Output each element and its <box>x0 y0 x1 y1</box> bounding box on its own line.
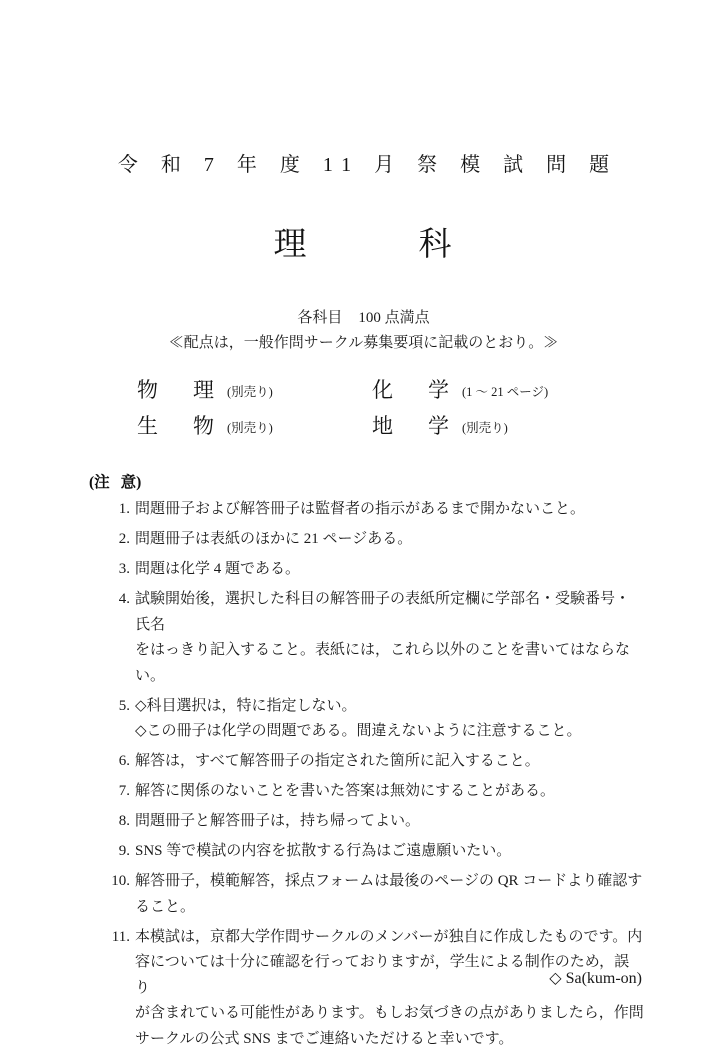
note-number: 2. <box>118 531 130 547</box>
note-number: 4. <box>118 591 130 607</box>
note-text <box>130 839 644 865</box>
note-item <box>99 749 644 775</box>
note-text <box>130 749 644 775</box>
subject-heading-right: 科 <box>418 227 454 263</box>
note-item <box>99 839 644 865</box>
subject-name-chemistry: 化 学 <box>372 378 450 402</box>
note-line: 容については十分に確認を行っておりますが，学生による制作のため，誤り <box>135 954 630 996</box>
note-text <box>130 587 644 689</box>
note-line: 解答に関係のないことを書いた答案は無効にすることがある。 <box>135 783 556 799</box>
page-title: 令 和 7 年 度 11 月 祭 模 試 問 題 <box>117 154 619 176</box>
subject-note-physics: (別売り) <box>227 385 273 399</box>
note-item <box>99 809 644 835</box>
subject-row <box>137 410 607 446</box>
subject-heading <box>0 218 727 265</box>
note-item <box>99 497 644 523</box>
note-text <box>130 869 644 920</box>
note-line: サークルの公式 SNS までご連絡いただけると幸いです。 <box>135 1030 514 1047</box>
allocation-note: ≪配点は，一般作問サークル募集要項に記載のとおり。≫ <box>168 335 559 351</box>
subject-note-chemistry: (1 〜 21 ページ) <box>462 385 549 399</box>
note-line: 本模試は，京都大学作問サークルのメンバーが独自に作成したものです。内 <box>135 928 643 945</box>
notes-heading <box>89 470 141 492</box>
note-text <box>130 779 644 805</box>
signature <box>0 968 727 988</box>
note-item <box>99 527 644 553</box>
note-item <box>99 587 644 689</box>
subject-cell-biology <box>137 410 372 440</box>
subject-name-earth-science: 地 学 <box>372 414 450 438</box>
subject-note-biology: (別売り) <box>227 421 273 435</box>
subject-cell-earth-science <box>372 410 607 440</box>
subject-heading-left: 理 <box>273 227 309 263</box>
subject-grid <box>137 374 607 446</box>
note-number: 1. <box>118 501 130 517</box>
note-item <box>99 694 644 745</box>
signature-text: Sa(kum-on) <box>565 970 642 987</box>
note-line: ◇この冊子は化学の問題である。間違えないように注意すること。 <box>135 723 582 739</box>
note-line: をはっきり記入すること。表紙には，これら以外のことを書いてはならない。 <box>135 642 631 684</box>
subject-cell-physics <box>137 374 372 404</box>
note-text <box>130 694 644 745</box>
note-item <box>99 925 644 1053</box>
note-line: ること。 <box>135 898 196 915</box>
note-line: 解答は，すべて解答冊子の指定された箇所に記入すること。 <box>135 753 540 769</box>
note-item <box>99 869 644 920</box>
note-item <box>99 779 644 805</box>
subject-note-earth-science: (別売り) <box>462 421 508 435</box>
note-line: 解答冊子，模範解答，採点フォームは最後のページの QR コードより確認す <box>135 873 643 889</box>
note-number: 8. <box>118 813 130 829</box>
note-number: 10. <box>111 873 130 889</box>
diamond-icon: ◇ <box>549 970 562 987</box>
note-line: 問題は化学 4 題である。 <box>135 561 301 577</box>
subject-cell-chemistry <box>372 374 607 404</box>
note-line: 問題冊子および解答冊子は監督者の指示があるまで開かないこと。 <box>135 501 586 517</box>
note-text <box>130 925 644 1053</box>
notes-heading-left: (注 <box>89 474 110 491</box>
note-text <box>130 809 644 835</box>
note-item <box>99 557 644 583</box>
score-value: 100 点満点 <box>358 310 430 326</box>
note-line: SNS 等で模試の内容を拡散する行為はご遠慮願いたい。 <box>135 843 512 859</box>
note-line: ◇科目選択は，特に指定しない。 <box>135 697 357 714</box>
note-line: 問題冊子は表紙のほかに 21 ページある。 <box>135 531 413 547</box>
note-number: 11. <box>111 928 130 945</box>
score-line <box>0 306 727 327</box>
note-line: 試験開始後，選択した科目の解答冊子の表紙所定欄に学部名・受験番号・氏名 <box>135 591 631 633</box>
note-number: 7. <box>118 783 130 799</box>
note-text <box>130 497 644 523</box>
note-text <box>130 557 644 583</box>
note-line: 問題冊子と解答冊子は，持ち帰ってよい。 <box>135 813 421 829</box>
notes-heading-right: 意) <box>120 474 142 491</box>
subject-name-biology: 生 物 <box>137 414 215 438</box>
subject-row <box>137 374 607 410</box>
score-label: 各科目 <box>297 310 343 326</box>
note-number: 9. <box>118 843 130 859</box>
note-number: 3. <box>118 561 130 577</box>
note-number: 5. <box>118 697 130 714</box>
note-line: が含まれている可能性があります。もしお気づきの点がありましたら，作問 <box>135 1005 644 1021</box>
note-number: 6. <box>118 753 130 769</box>
note-text <box>130 527 644 553</box>
subject-name-physics: 物 理 <box>137 378 215 402</box>
